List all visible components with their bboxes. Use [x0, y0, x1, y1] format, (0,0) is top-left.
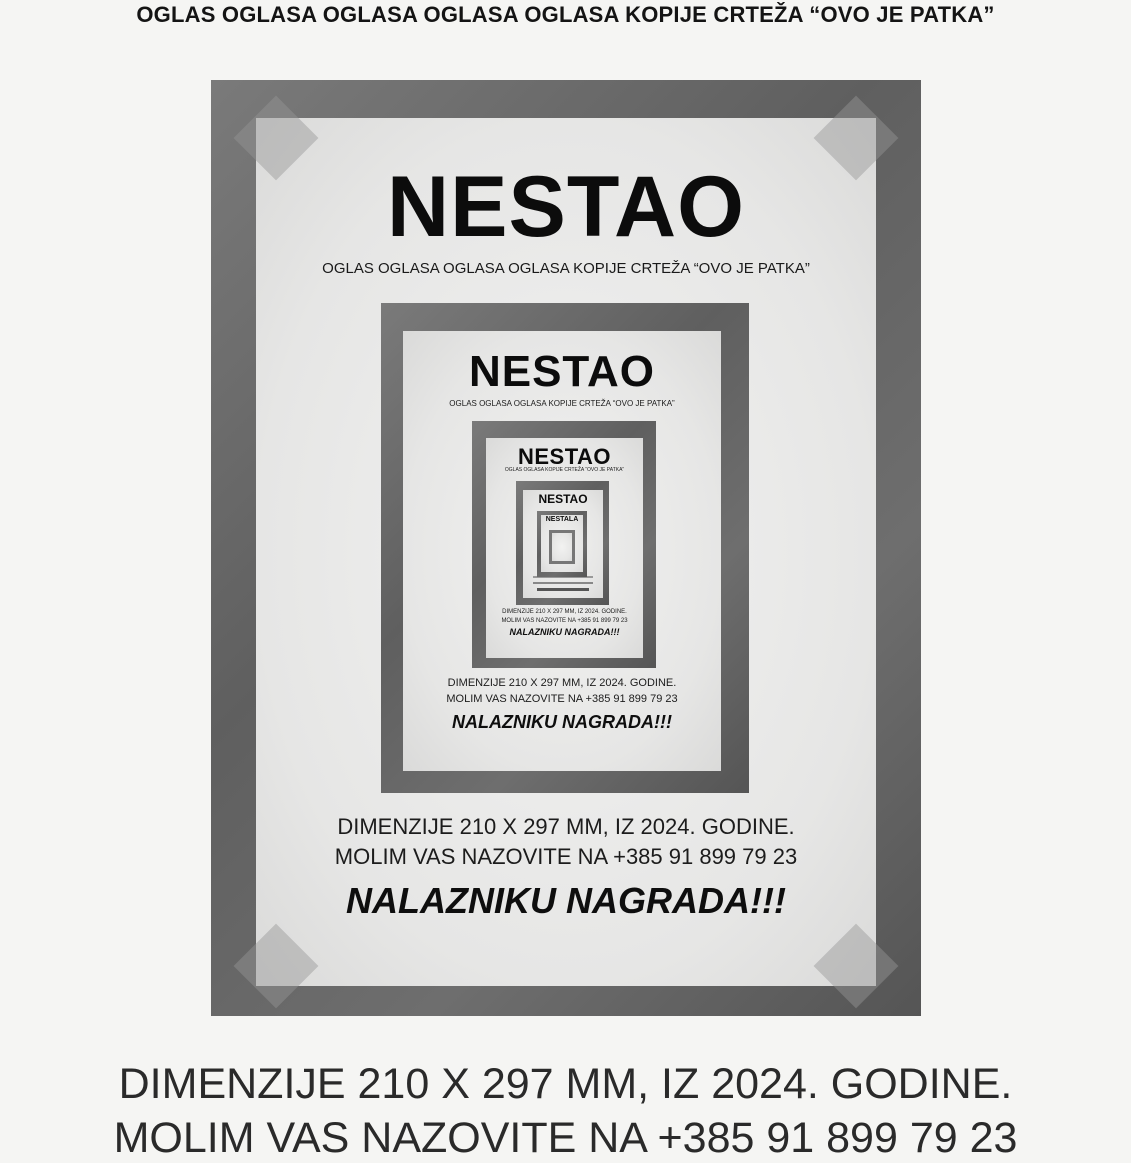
poster-reward: NALAZNIKU NAGRADA!!! [452, 712, 672, 732]
page-subtitle: OGLAS OGLASA OGLASA OGLASA OGLASA KOPIJE CRTEŽA “OVO JE PATKA” [136, 2, 995, 27]
poster-subtitle: OGLAS OGLASA OGLASA KOPIJE CRTEŽA “OVO JE PATKA” [449, 399, 675, 408]
poster-title: NESTAO [468, 347, 656, 396]
poster-paper-6 [552, 533, 572, 561]
poster-title: NESTAO [387, 159, 745, 255]
poster-dimensions: DIMENZIJE 210 X 297 MM, IZ 2024. GODINE. [502, 609, 627, 615]
poster-title: NESTAO [538, 492, 588, 506]
poster-text-blur [533, 582, 593, 584]
poster-phone: MOLIM VAS NAZOVITE NA +385 91 899 79 23 [501, 618, 628, 624]
poster-subtitle: OGLAS OGLASA KOPIJE CRTEŽA “OVO JE PATKA” [504, 467, 625, 473]
poster-dimensions: DIMENZIJE 210 X 297 MM, IZ 2024. GODINE. [337, 814, 795, 839]
poster-phone: MOLIM VAS NAZOVITE NA +385 91 899 79 23 [446, 693, 678, 705]
poster-phone: MOLIM VAS NAZOVITE NA +385 91 899 79 23 [334, 844, 798, 869]
footer-dimensions: DIMENZIJE 210 X 297 MM, IZ 2024. GODINE. [118, 1060, 1013, 1108]
footer-phone: MOLIM VAS NAZOVITE NA +385 91 899 79 23 [113, 1114, 1018, 1162]
poster-reward: NALAZNIKU NAGRADA!!! [509, 627, 620, 637]
poster-subtitle: OGLAS OGLASA OGLASA OGLASA KOPIJE CRTEŽA “OVO JE PATKA” [322, 260, 810, 277]
poster-dimensions: DIMENZIJE 210 X 297 MM, IZ 2024. GODINE. [447, 677, 677, 689]
poster-title: NESTAO [517, 444, 612, 469]
poster-reward: NALAZNIKU NAGRADA!!! [346, 880, 786, 921]
poster-title: NESTALA [545, 516, 579, 523]
poster-text-blur [537, 588, 589, 591]
